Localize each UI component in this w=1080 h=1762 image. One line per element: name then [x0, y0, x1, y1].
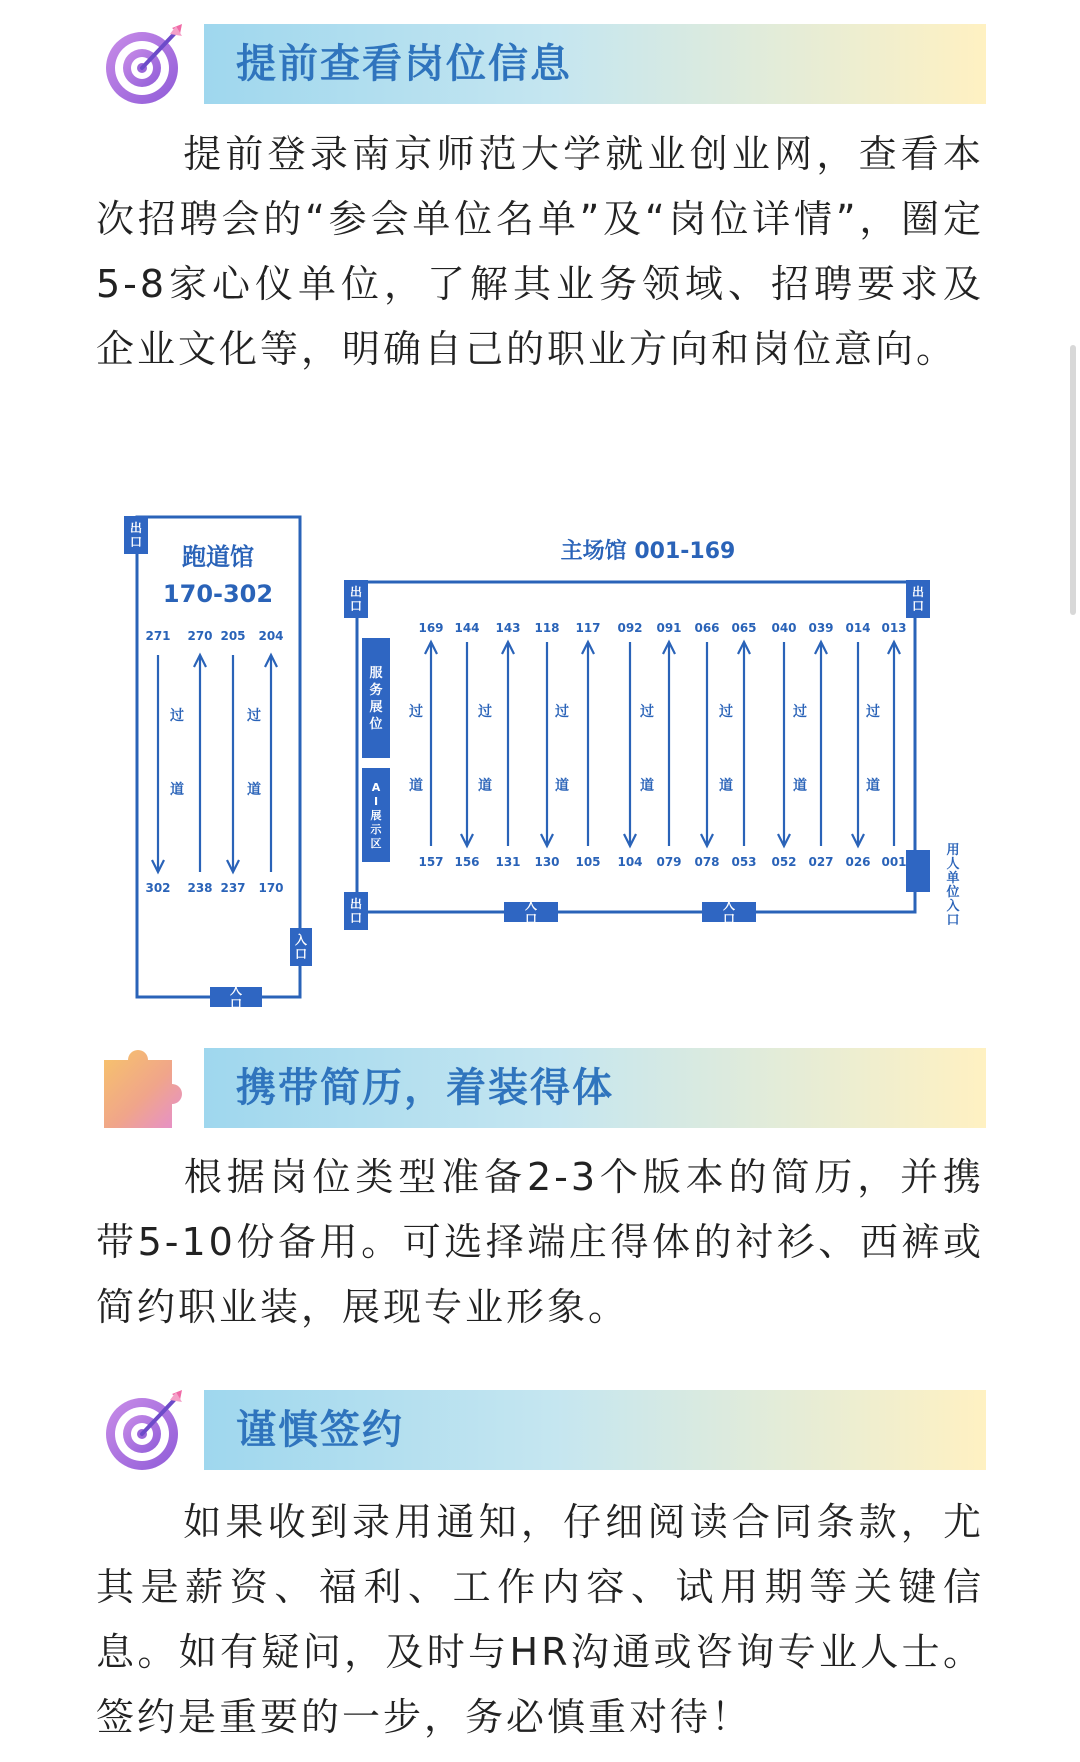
track-hall-booth-top: 271 [145, 629, 171, 643]
main-hall-employer-entrance-label: 入 [946, 899, 960, 914]
main-hall-booth-top: 092 [617, 621, 643, 635]
main-hall-booth-top: 014 [845, 621, 871, 635]
main-hall-entrance-2-label: 口 [722, 912, 736, 927]
main-hall-aisle-label: 道 [555, 778, 569, 794]
main-hall-aisle-label: 道 [793, 778, 807, 794]
main-hall-booth-top: 091 [656, 621, 682, 635]
main-hall-booth-bottom: 131 [495, 855, 521, 869]
section-paragraph: 根据岗位类型准备2-3个版本的简历，并携带5-10份备用。可选择端庄得体的衬衫、西裤或简约职业装，展现专业形象。 [96, 1155, 984, 1329]
main-hall-exit-left-bottom-label: 口 [349, 911, 363, 926]
main-hall-aisle-label: 过 [719, 704, 733, 720]
main-hall-employer-entrance-label: 位 [946, 885, 960, 900]
main-hall-booth-top: 169 [418, 621, 444, 635]
main-hall-booth-bottom: 052 [771, 855, 797, 869]
main-hall-booth-bottom: 026 [845, 855, 871, 869]
section-header-sign-contract [98, 1390, 986, 1470]
main-hall-aisle-label: 道 [719, 778, 733, 794]
section-title: 携带简历，着装得体 [236, 1065, 614, 1111]
main-hall-booth-top: 118 [534, 621, 560, 635]
main-hall-aisle-label: 道 [478, 778, 492, 794]
main-hall-booth-top: 039 [808, 621, 834, 635]
main-hall-aisle-label: 道 [866, 778, 880, 794]
track-hall-range: 170-302 [162, 580, 274, 608]
track-hall-booth-top: 205 [220, 629, 246, 643]
track-hall-name: 跑道馆 [182, 543, 254, 571]
main-hall-aisle-label: 过 [409, 704, 423, 720]
track-hall-aisle-label: 道 [170, 782, 184, 798]
main-hall-employer-entrance-label: 人 [946, 857, 960, 872]
main-hall-aisle-label: 过 [793, 704, 807, 720]
main-hall-exit-left-bottom-label: 出 [349, 897, 363, 912]
main-hall-employer-gate [906, 850, 930, 892]
main-hall-booth-bottom: 104 [617, 855, 643, 869]
target-dart-icon [98, 1382, 194, 1478]
main-hall-booth-bottom: 001 [881, 855, 907, 869]
main-hall-aisle-label: 道 [640, 778, 654, 794]
main-hall-aisle-label: 过 [866, 704, 880, 720]
main-hall-booth-top: 065 [731, 621, 757, 635]
main-hall-booth-bottom: 053 [731, 855, 757, 869]
main-hall-entrance-1-label: 入 [524, 898, 538, 913]
section-title: 谨慎签约 [236, 1407, 404, 1453]
target-dart-icon [98, 16, 194, 112]
main-hall-booth-bottom: 078 [694, 855, 720, 869]
main-hall-name: 主场馆 001-169 [560, 539, 736, 564]
main-hall-booth-top: 144 [454, 621, 480, 635]
track-hall-booth-bottom: 170 [258, 881, 284, 895]
main-hall-ai-area-label: 示 [370, 822, 382, 836]
track-hall-aisle-label: 过 [247, 708, 261, 724]
main-hall-ai-area-label: A [371, 780, 381, 794]
section-paragraph: 如果收到录用通知，仔细阅读合同条款，尤其是薪资、福利、工作内容、试用期等关键信息。如有疑问，及时与HR沟通或咨询专业人士。签约是重要的一步，务必慎重对待！ [96, 1500, 984, 1739]
main-hall-exit-left-top-label: 出 [349, 585, 363, 600]
track-hall-aisle-label: 道 [247, 782, 261, 798]
main-hall-entrance-1-label: 口 [524, 912, 538, 927]
track-hall-exit-label: 出 [129, 521, 143, 536]
track-hall-aisle-label: 过 [170, 708, 184, 724]
main-hall-ai-area-label: I [373, 794, 379, 808]
main-hall-booth-top: 013 [881, 621, 907, 635]
main-hall-service-area-label: 服 [369, 666, 383, 682]
main-hall-aisle-label: 过 [640, 704, 654, 720]
track-hall-bottom-entrance-label: 入 [229, 983, 243, 998]
main-hall-booth-bottom: 027 [808, 855, 834, 869]
main-hall-employer-entrance-label: 单 [946, 871, 960, 886]
main-hall-booth-bottom: 156 [454, 855, 480, 869]
puzzle-piece-icon [98, 1040, 194, 1136]
track-hall-booth-top: 204 [258, 629, 284, 643]
main-hall-ai-area-label: 展 [370, 808, 382, 822]
track-hall-booth-bottom: 237 [220, 881, 246, 895]
main-hall-aisle-label: 道 [409, 778, 423, 794]
track-hall-entrance-label: 口 [294, 947, 308, 962]
main-hall-ai-area-label: 区 [370, 836, 382, 850]
main-hall-booth-bottom: 105 [575, 855, 601, 869]
section-header-job-info [98, 24, 986, 104]
section-header-resume-attire [98, 1048, 986, 1128]
main-hall-employer-entrance-label: 用 [946, 843, 960, 858]
main-hall-service-area-label: 位 [369, 717, 383, 733]
main-hall-aisle-label: 过 [478, 704, 492, 720]
main-hall-booth-top: 066 [694, 621, 720, 635]
main-hall-employer-entrance-label: 口 [946, 913, 960, 928]
main-hall-exit-right-label: 口 [911, 599, 925, 614]
section-paragraph: 提前登录南京师范大学就业创业网，查看本次招聘会的“参会单位名单”及“岗位详情”，圈定5-8家心仪单位，了解其业务领域、招聘要求及企业文化等，明确自己的职业方向和岗位意向。 [96, 132, 984, 371]
venue-hall-map [0, 500, 1080, 1020]
main-hall-booth-bottom: 079 [656, 855, 682, 869]
track-hall-booth-top: 270 [187, 629, 213, 643]
track-hall-booth-bottom: 302 [145, 881, 171, 895]
section-title: 提前查看岗位信息 [236, 41, 572, 87]
track-hall-bottom-entrance-label: 口 [229, 997, 243, 1012]
main-hall-booth-top: 040 [771, 621, 797, 635]
main-hall-service-area-label: 务 [369, 683, 383, 699]
main-hall-booth-top: 117 [575, 621, 601, 635]
track-hall-exit-label: 口 [129, 535, 143, 550]
main-hall-booth-bottom: 130 [534, 855, 560, 869]
main-hall-exit-left-top-label: 口 [349, 599, 363, 614]
track-hall-entrance-label: 入 [294, 933, 308, 948]
main-hall-entrance-2-label: 入 [722, 898, 736, 913]
main-hall-service-area-label: 展 [369, 700, 383, 716]
main-hall-aisle-label: 过 [555, 704, 569, 720]
main-hall-booth-top: 143 [495, 621, 521, 635]
main-hall-booth-bottom: 157 [418, 855, 444, 869]
track-hall-booth-bottom: 238 [187, 881, 213, 895]
main-hall-exit-right-label: 出 [911, 585, 925, 600]
